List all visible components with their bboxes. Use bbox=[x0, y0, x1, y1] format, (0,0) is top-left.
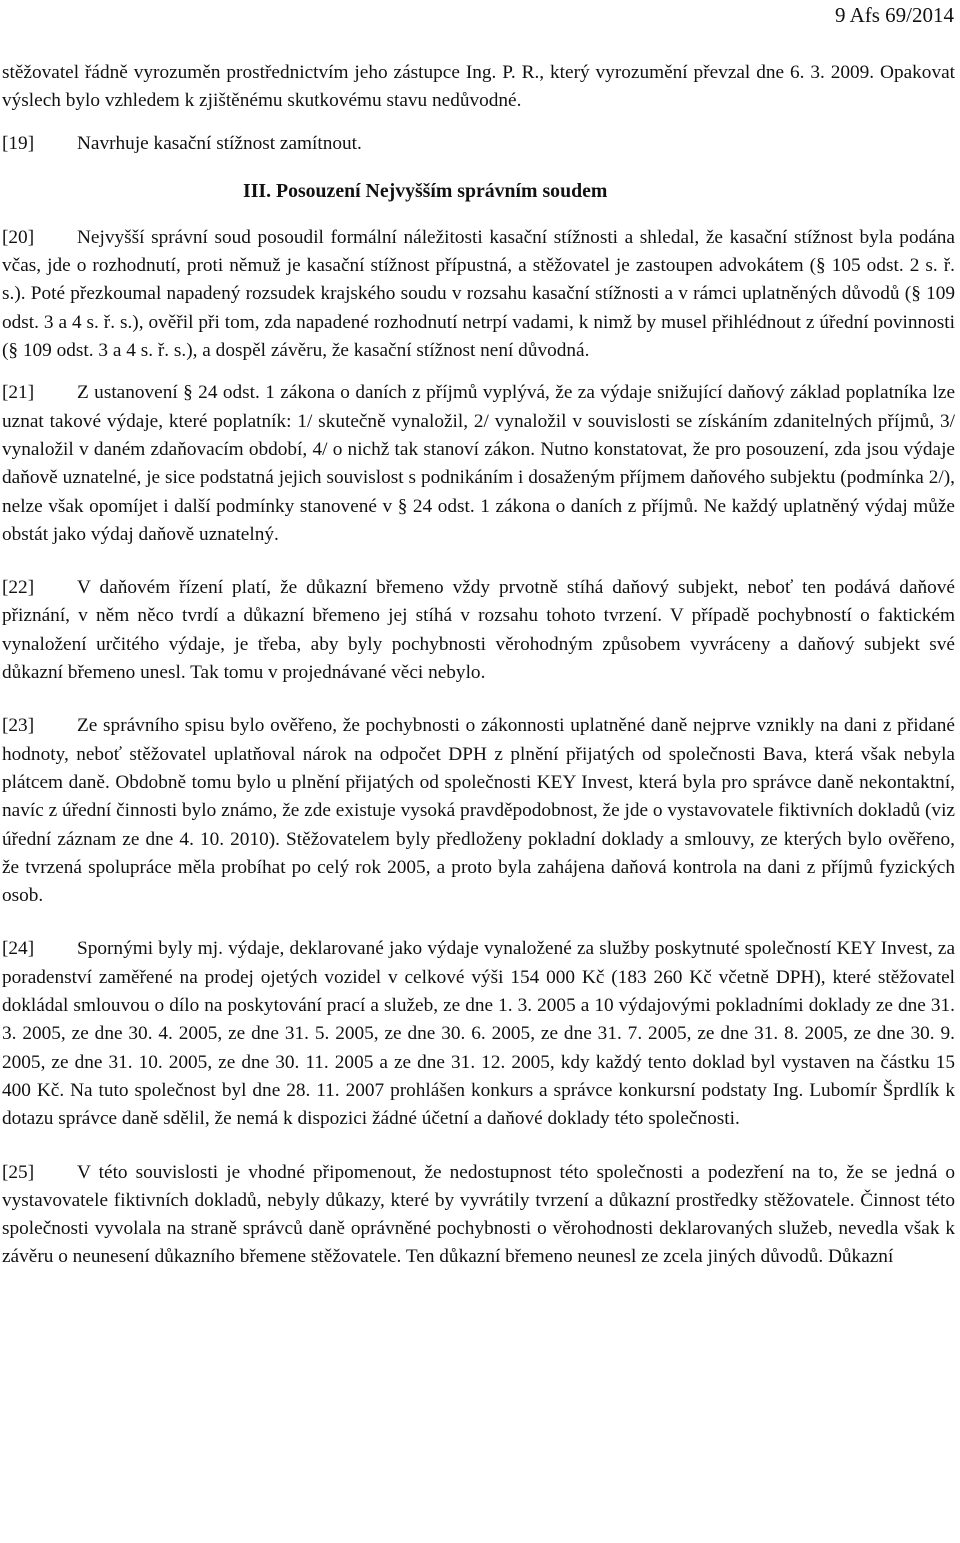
paragraph-text: V této souvislosti je vhodné připomenout, že nedostupnost této společnosti a podezření na to, že se jedná o vystavovatele fiktivních dokladů, nebyly důkazy, které by vyvrátily tvrzení a důkazní prostředky stěžovatele. Činnost této společnosti vyvolala na straně správců daně oprávněné pochybnosti o věrohodnosti deklarovaných služeb, nevedla však k závěru o neunesení důkazního břemene stěžovatele. Ten důkazní břemeno neunesl ze zcela jiných důvodů. Důkazní bbox=[2, 1161, 955, 1268]
case-number: 9 Afs 69/2014 bbox=[834, 3, 954, 27]
paragraph-19 bbox=[2, 130, 955, 158]
section-heading: III. Posouzení Nejvyšším správním soudem bbox=[243, 179, 608, 202]
paragraph-number: [25] bbox=[2, 1161, 35, 1183]
paragraph-24 bbox=[2, 935, 955, 1133]
paragraph-number: [24] bbox=[2, 938, 35, 960]
paragraph-number: [22] bbox=[2, 577, 35, 599]
paragraph-number: [21] bbox=[2, 382, 35, 404]
paragraph-20 bbox=[2, 224, 955, 365]
paragraph-number: [23] bbox=[2, 715, 35, 737]
paragraph-text: Nejvyšší správní soud posoudil formální náležitosti kasační stížnosti a shledal, že kasační stížnost byla podána včas, jde o rozhodnutí, proti němuž je kasační stížnost přípustná, a stěžovatel je zastoupen advokátem (§ 105 odst. 2 s. ř. s.). Poté přezkoumal napadený rozsudek krajského soudu v rozsahu kasační stížnosti a v rámci uplatněných důvodů (§ 109 odst. 3 a 4 s. ř. s.), ověřil při tom, zda napadené rozhodnutí netrpí vadami, k nimž by musel přihlédnout z úřední povinnosti (§ 109 odst. 3 a 4 s. ř. s.), a dospěl závěru, že kasační stížnost není důvodná. bbox=[2, 226, 955, 362]
document-body bbox=[2, 59, 955, 1272]
paragraph-25 bbox=[2, 1159, 955, 1272]
paragraph-22 bbox=[2, 574, 955, 687]
paragraph-21 bbox=[2, 379, 955, 549]
paragraph-text: Z ustanovení § 24 odst. 1 zákona o daních z příjmů vyplývá, že za výdaje snižující daňový základ poplatníka lze uznat takové výdaje, které poplatník: 1/ skutečně vynaložil, 2/ vynaložil v souvislosti se získáním zdanitelných příjmů, 3/ vynaložil v daném zdaňovacím období, 4/ o nichž tak stanoví zákon. Nutno konstatovat, že pro posouzení, zda jsou výdaje daňově uznatelné, je sice podstatná jejich souvislost s podnikáním i dosaženým příjmem daňového subjektu (podmínka 2/), nelze však opomíjet i další podmínky stanovené v § 24 odst. 1 zákona o daních z příjmů. Ne každý uplatněný výdaj může obstát jako výdaj daňově uznatelný. bbox=[2, 382, 955, 545]
paragraph-text: Navrhuje kasační stížnost zamítnout. bbox=[77, 132, 362, 154]
paragraph-number: [19] bbox=[2, 132, 35, 154]
paragraph-23 bbox=[2, 712, 955, 910]
paragraph-number: [20] bbox=[2, 226, 35, 248]
paragraph-text: Ze správního spisu bylo ověřeno, že pochybnosti o zákonnosti uplatněné daně nejprve vznikly na dani z přidané hodnoty, neboť stěžovatel uplatňoval nárok na odpočet DPH z plnění přijatých od společnosti Bava, která však nebyla plátcem daně. Obdobně tomu bylo u plnění přijatých od společnosti KEY Invest, která byla pro správce daně nekontaktní, navíc z úřední činnosti bylo známo, že zde existuje vysoká pravděpodobnost, že jde o vystavovatele fiktivních dokladů (viz úřední záznam ze dne 4. 10. 2010). Stěžovatelem byly předloženy pokladní doklady a smlouvy, ze kterých bylo ověřeno, že tvrzená spolupráce měla probíhat po celý rok 2005, a proto byla zahájena daňová kontrola na dani z příjmů fyzických osob. bbox=[2, 715, 955, 907]
paragraph-text: V daňovém řízení platí, že důkazní břemeno vždy prvotně stíhá daňový subjekt, neboť ten podává daňové přiznání, v něm něco tvrdí a důkazní břemeno jej stíhá v rozsahu tohoto tvrzení. V případě pochybností o faktickém vynaložení určitého výdaje, je třeba, aby byly pochybnosti věrohodným způsobem vyvráceny a daňový subjekt své důkazní břemeno unesl. Tak tomu v projednávané věci nebylo. bbox=[2, 577, 955, 684]
paragraph-text: Spornými byly mj. výdaje, deklarované jako výdaje vynaložené za služby poskytnuté společností KEY Invest, za poradenství zaměřené na prodej ojetých vozidel v celkové výši 154 000 Kč (183 260 Kč včetně DPH), které stěžovatel dokládal smlouvou o dílo na poskytování prací a služeb, ze dne 1. 3. 2005 a 10 výdajovými pokladními doklady ze dne 31. 3. 2005, ze dne 30. 4. 2005, ze dne 31. 5. 2005, ze dne 30. 6. 2005, ze dne 31. 7. 2005, ze dne 31. 8. 2005, ze dne 30. 9. 2005, ze dne 31. 10. 2005, ze dne 30. 11. 2005 a ze dne 31. 12. 2005, kdy každý tento doklad byl vystaven na částku 15 400 Kč. Na tuto společnost byl dne 28. 11. 2007 prohlášen konkurs a správce konkursní podstaty Ing. Lubomír Šprdlík k dotazu správce daně sdělil, že nemá k dispozici žádné účetní a daňové doklady této společnosti. bbox=[2, 938, 955, 1130]
paragraph-intro: stěžovatel řádně vyrozuměn prostřednictvím jeho zástupce Ing. P. R., který vyrozumění převzal dne 6. 3. 2009. Opakovat výslech bylo vzhledem k zjištěnému skutkovému stavu nedůvodné. bbox=[2, 62, 955, 112]
